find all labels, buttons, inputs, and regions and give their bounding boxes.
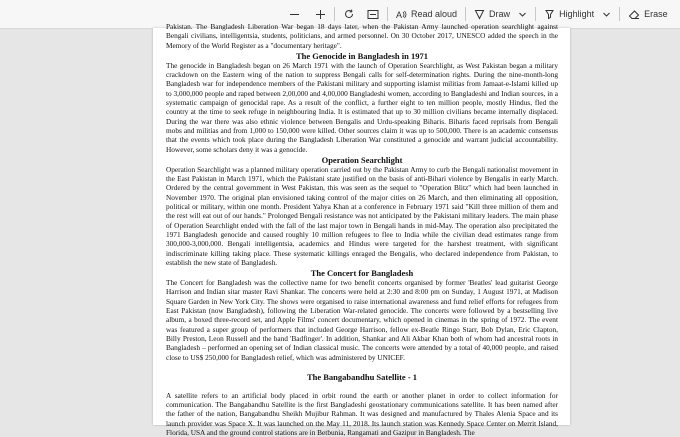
minus-icon[interactable] bbox=[289, 9, 300, 20]
read-aloud-button[interactable] bbox=[396, 9, 457, 20]
highlight-label: Highlight bbox=[559, 9, 595, 19]
draw-button[interactable] bbox=[474, 9, 510, 20]
toolbar-divider bbox=[334, 7, 335, 21]
intro-paragraph: Pakistan. The Bangladesh Liberation War began 18 days later, when the Pakistan Army launched operation searchlight against Bengali civilians, intelligentsia, students, politicians, and armed personnel. On 30 October 2017, UNESCO added the speech in the Memory of the World Register as a "documentary heritage". bbox=[166, 22, 558, 50]
satellite-heading: The Bangabandhu Satellite - 1 bbox=[306, 371, 418, 382]
chevron-down-icon[interactable] bbox=[518, 10, 527, 19]
searchlight-heading: Operation Searchlight bbox=[321, 154, 403, 165]
highlight-button[interactable] bbox=[544, 9, 594, 20]
paragraph-gap bbox=[166, 382, 558, 391]
highlight-icon bbox=[544, 9, 555, 20]
erase-button[interactable] bbox=[628, 9, 668, 20]
concert-paragraph: The Concert for Bangladesh was the collective name for two benefit concerts organised by former 'Beatles' lead guitarist George Harrison and Indian sitar master Ravi Shankar. The concerts were held at 2:30 and 8:00 pm on Sunday, 1 August 1971, at Madison Square Garden in New York City. The shows were organised to raise international awareness and fund relief efforts for refugees from East Pakistan (now Bangladesh), following the Liberation War-related genocide. The concerts were followed by a bestselling live album, a boxed three-record set, and Apple Films' concert documentary, which opened in cinemas in the spring of 1972. The event was featured a super group of performers that included George Harrison, fellow ex-Beatle Ringo Starr, Bob Dylan, Eric Clapton, Billy Preston, Leon Russell and the band 'Badfinger'. In addition, Shankar and Ali Akbar Khan both of whom had ancestral roots in Bangladesh – performed an opening set of Indian classical music. The concerts were attended by a total of 40,000 people, and raised close to US$ 250,000 for Bangladesh relief, which was administered by UNICEF. bbox=[166, 278, 558, 362]
genocide-heading: The Genocide in Bangladesh in 1971 bbox=[295, 50, 428, 61]
read-aloud-icon bbox=[396, 9, 407, 20]
genocide-paragraph: The genocide in Bangladesh began on 26 March 1971 with the launch of Operation Searchlight, as West Pakistan began a military crackdown on the Eastern wing of the nation to suppress Bengali calls for self-determination rights. During the nine-month-long Bangladesh war for independence members of the Pakistani military and supporting islamist militias from Jamaat-e-Islami killed up to 3,000,000 people and raped between 2,00,000 and 4,00,000 Bangladeshi women, according to Bangladeshi and Indian sources, in a systematic campaign of genocidal rape. As a result of the conflict, a further eight to ten million people, mostly Hindus, fled the country at the time to seek refuge in neighbouring India. It is estimated that up to 30 million civilians became internally displaced. During the war there was also ethnic violence between Bengalis and Urdu-speaking Biharis. Biharis faced reprisals from Bengali mobs and militias and from 1,000 to 150,000 were killed. Other sources claim it was up to 500,000. There is an academic consensus that the events which took place during the Bangladesh Liberation War constituted a genocide and warrant judicial accountability. However, some scholars deny it was a genocide. bbox=[166, 60, 558, 154]
paragraph-gap bbox=[166, 362, 558, 371]
concert-heading: The Concert for Bangladesh bbox=[310, 268, 414, 279]
rotate-icon[interactable] bbox=[343, 8, 355, 20]
toolbar-divider bbox=[619, 7, 620, 21]
pdf-page bbox=[153, 22, 570, 437]
read-aloud-label: Read aloud bbox=[411, 9, 458, 19]
plus-icon[interactable] bbox=[315, 9, 326, 20]
fit-page-icon[interactable] bbox=[367, 9, 379, 20]
toolbar-divider bbox=[465, 7, 466, 21]
searchlight-paragraph: Operation Searchlight was a planned military operation carried out by the Pakistan Army to curb the Bengali nationalist movement in the East Pakistan in March 1971, which the Pakistani state justified on the basis of anti-Bihari violence by Bengalis in early March. Ordered by the central government in West Pakistan, this was seen as the sequel to "Operation Blitz" which had been launched in November 1970. The original plan envisioned taking control of the major cities on 26 March, and then eliminating all opposition, political or military, within one month. President Yahya Khan at a conference in February 1971 said "Kill three million of them and the rest will eat out of our hands." Prolonged Bengali resistance was not anticipated by the Pakistani military leaders. The main phase of Operation Searchlight ended with the fall of the last major town in Bengali hands in mid-May. The operation also precipitated the 1971 Bangladesh genocide and caused roughly 10 million refugees to flee to India while the civilian dead estimates range from 300,000-3,000,000. Bengali intelligentsia, academics and Hindus were targeted for the harshest treatment, with significant indiscriminate killing taking place. These systematic killings enraged the Bengalis, who declared independence from Pakistan, to establish the new state of Bangladesh. bbox=[166, 164, 558, 267]
satellite-paragraph: A satellite refers to an artificial body placed in orbit round the earth or another planet in order to collect information for communication. The Bangabandhu Satellite is the first Bangladeshi geostationary communications satellite. It has been named after the father of the nation, Bangabandhu Sheikh Mujibur Rahman. It was designed and manufactured by Thales Alenia Space and its launch provider was Space X. It was launched on the May 11, 2018. Its launch station was Kennedy Space Center on Merrit Island, Florida, USA and the ground control stations are in Betbunia, Rangamati and Gazipur in Bangladesh. The bbox=[166, 390, 558, 437]
erase-icon bbox=[628, 9, 640, 20]
draw-label: Draw bbox=[489, 9, 511, 19]
svg-text:A: A bbox=[396, 9, 403, 20]
toolbar-divider bbox=[535, 7, 536, 21]
erase-label: Erase bbox=[644, 9, 668, 19]
page-content bbox=[166, 22, 558, 437]
chevron-down-icon[interactable] bbox=[602, 10, 611, 19]
toolbar-divider bbox=[387, 7, 388, 21]
draw-icon bbox=[474, 9, 485, 20]
